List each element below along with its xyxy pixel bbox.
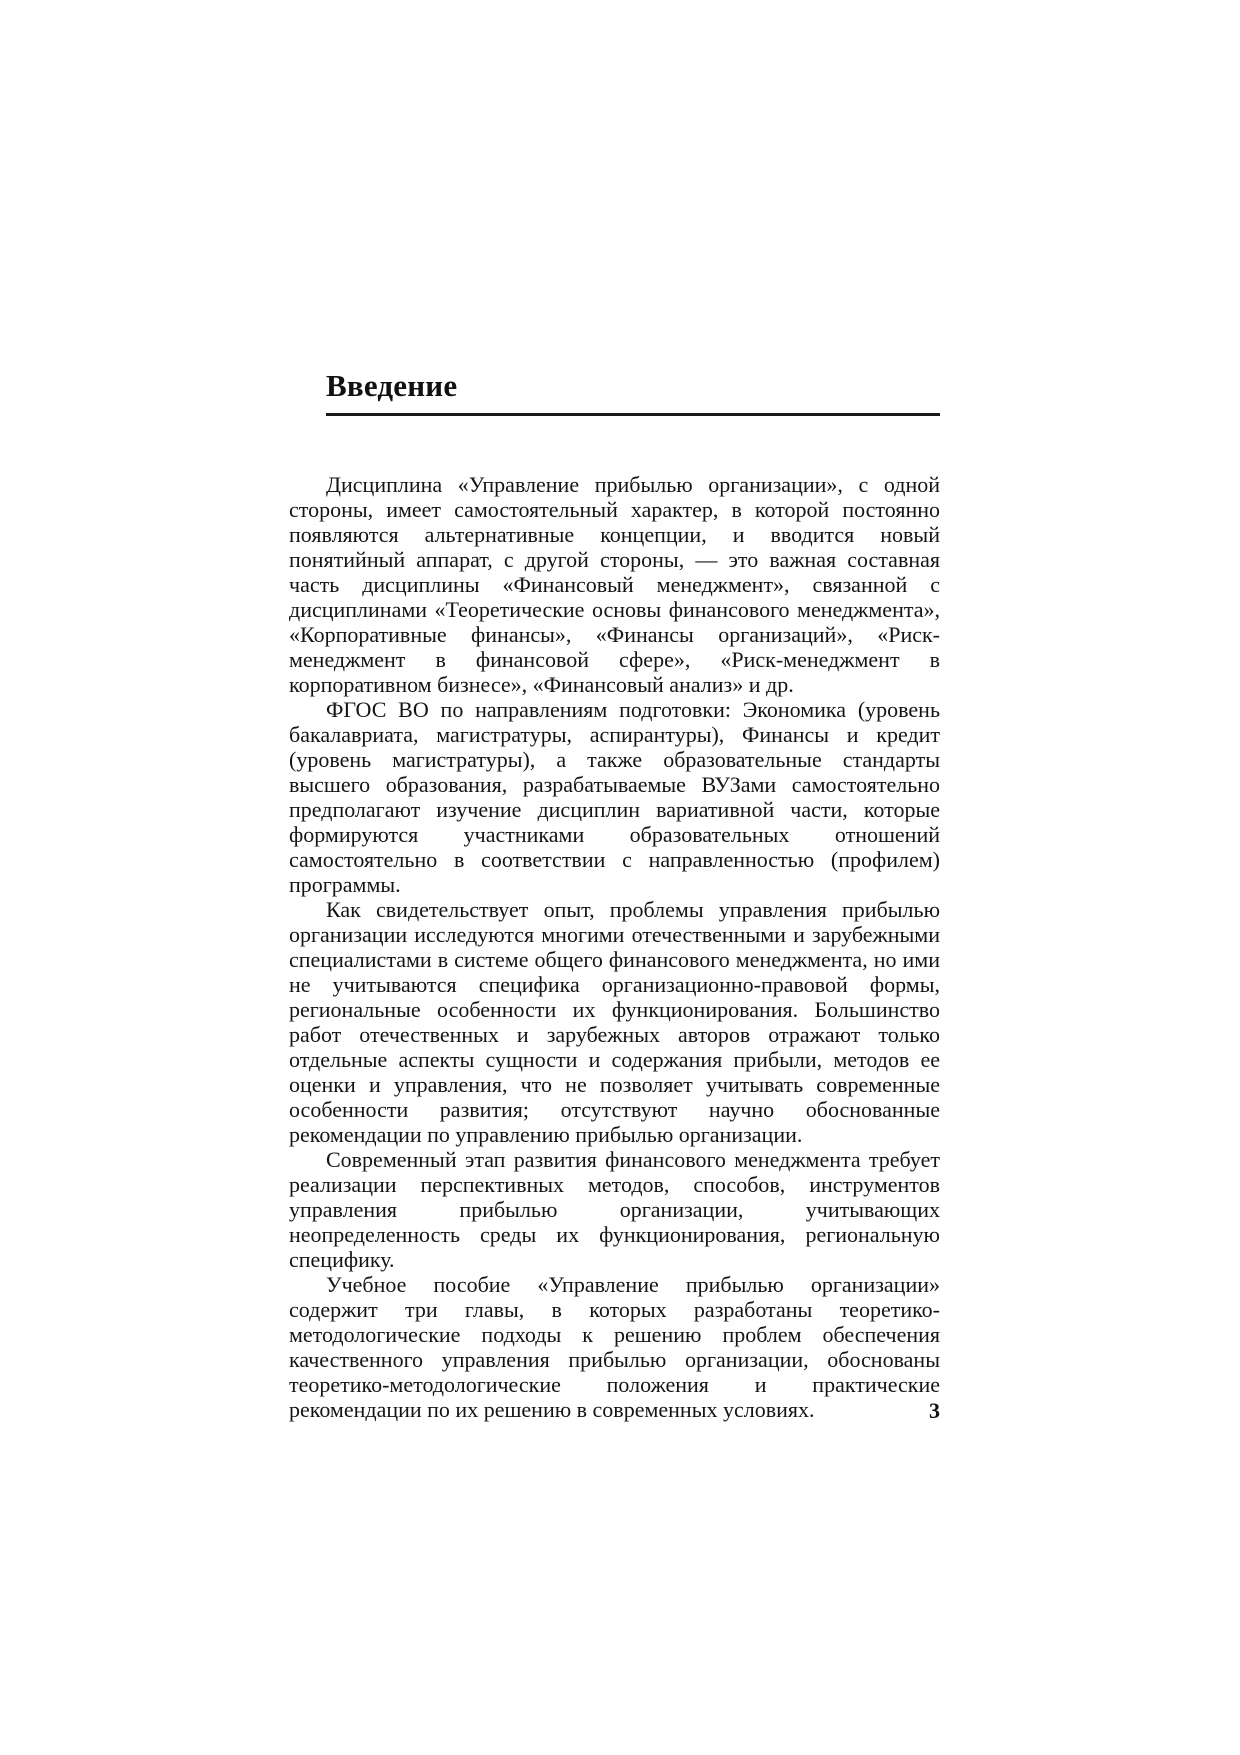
chapter-heading: Введение — [326, 368, 458, 403]
heading-underline-rule — [326, 413, 940, 416]
paragraph-2: ФГОС ВО по направлениям подготовки: Экономика (уровень бакалавриата, магистратуры, аспирантуры), Финансы и кредит (уровень магистратуры), а также образовательные стандарты высшего образования, разрабатываемые ВУЗами самостоятельно предполагают изучение дисциплин вариативной части, которые формируются участниками образовательных отношений самостоятельно в соответствии с направленностью (профилем) программы. — [289, 697, 940, 897]
page-number: 3 — [929, 1398, 940, 1423]
paragraph-4: Современный этап развития финансового менеджмента требует реализации перспективных методов, способов, инструментов управления прибылью организации, учитывающих неопределенность среды их функционирования, региональную специфику. — [289, 1147, 940, 1272]
paragraph-1: Дисциплина «Управление прибылью организации», с одной стороны, имеет самостоятельный характер, в которой постоянно появляются альтернативные концепции, и вводится новый понятийный аппарат, с другой стороны, — это важная составная часть дисциплины «Финансовый менеджмент», связанной с дисциплинами «Теоретические основы финансового менеджмента», «Корпоративные финансы», «Финансы организаций», «Риск-менеджмент в финансовой сфере», «Риск-менеджмент в корпоративном бизнесе», «Финансовый анализ» и др. — [289, 472, 940, 697]
body-text — [289, 472, 940, 1422]
paragraph-5: Учебное пособие «Управление прибылью организации» содержит три главы, в которых разработаны теоретико-методологические подходы к решению проблем обеспечения качественного управления прибылью организации, обоснованы теоретико-методологические положения и практические рекомендации по их решению в современных условиях. — [289, 1272, 940, 1422]
paragraph-3: Как свидетельствует опыт, проблемы управления прибылью организации исследуются многими отечественными и зарубежными специалистами в системе общего финансового менеджмента, но ими не учитываются специфика организационно-правовой формы, региональные особенности их функционирования. Большинство работ отечественных и зарубежных авторов отражают только отдельные аспекты сущности и содержания прибыли, методов ее оценки и управления, что не позволяет учитывать современные особенности развития; отсутствуют научно обоснованные рекомендации по управлению прибылью организации. — [289, 897, 940, 1147]
